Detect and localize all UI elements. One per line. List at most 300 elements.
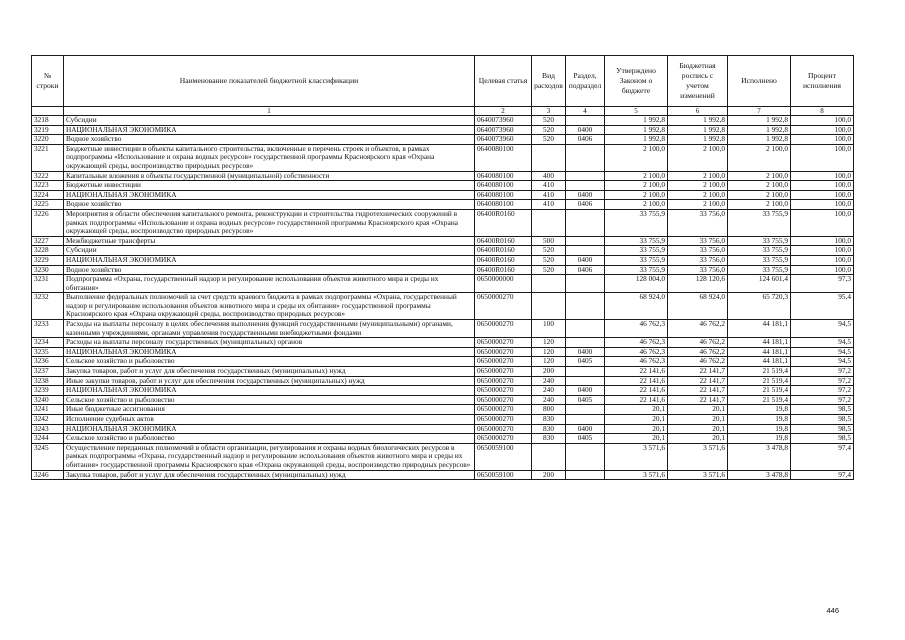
target-item-code: 0650000270 (475, 424, 532, 434)
execution-percent: 100,0 (791, 135, 854, 145)
row-number: 3244 (32, 434, 64, 444)
execution-percent: 100,0 (791, 190, 854, 200)
approved-amount: 33 755,9 (605, 265, 668, 275)
row-number: 3227 (32, 236, 64, 246)
expense-type: 410 (532, 181, 566, 191)
indicator-name: Закупка товаров, работ и услуг для обеспечения государственных (муниципальных) нужд (64, 470, 475, 480)
budget-list-amount: 33 756,0 (668, 236, 728, 246)
table-header-row (32, 56, 854, 107)
target-item-code: 0650000270 (475, 434, 532, 444)
expense-type: 200 (532, 470, 566, 480)
row-number: 3243 (32, 424, 64, 434)
approved-amount: 2 100,0 (605, 144, 668, 171)
column-number: 1 (64, 107, 475, 116)
target-item-code: 0650000270 (475, 415, 532, 425)
table-row (32, 357, 854, 367)
executed-amount: 21 519,4 (728, 395, 791, 405)
execution-percent: 97,2 (791, 367, 854, 377)
section-code: 0400 (566, 424, 605, 434)
target-item-code: 0640080100 (475, 171, 532, 181)
target-item-code: 0650059100 (475, 470, 532, 480)
row-number: 3219 (32, 125, 64, 135)
header-section: Раздел, подраздел (566, 56, 605, 107)
section-code (566, 320, 605, 338)
executed-amount: 44 181,1 (728, 338, 791, 348)
table-row (32, 434, 854, 444)
execution-percent: 100,0 (791, 200, 854, 210)
execution-percent: 100,0 (791, 125, 854, 135)
executed-amount: 2 100,0 (728, 190, 791, 200)
target-item-code: 06400R0160 (475, 255, 532, 265)
target-item-code: 06400R0160 (475, 236, 532, 246)
executed-amount: 1 992,8 (728, 135, 791, 145)
section-code: 0400 (566, 125, 605, 135)
table-row (32, 415, 854, 425)
row-number: 3222 (32, 171, 64, 181)
expense-type (532, 275, 566, 293)
column-number: 4 (566, 107, 605, 116)
executed-amount: 19,8 (728, 424, 791, 434)
section-code (566, 338, 605, 348)
table-body (32, 116, 854, 480)
execution-percent: 100,0 (791, 236, 854, 246)
execution-percent: 97,2 (791, 376, 854, 386)
budget-list-amount: 46 762,2 (668, 320, 728, 338)
executed-amount: 1 992,8 (728, 125, 791, 135)
section-code (566, 209, 605, 236)
executed-amount: 33 755,9 (728, 246, 791, 256)
execution-percent: 94,5 (791, 338, 854, 348)
table-row (32, 293, 854, 320)
executed-amount: 65 720,3 (728, 293, 791, 320)
indicator-name: НАЦИОНАЛЬНАЯ ЭКОНОМИКА (64, 386, 475, 396)
section-code: 0406 (566, 200, 605, 210)
budget-list-amount: 2 100,0 (668, 200, 728, 210)
expense-type: 100 (532, 320, 566, 338)
target-item-code: 0640073960 (475, 125, 532, 135)
row-number: 3233 (32, 320, 64, 338)
budget-list-amount: 1 992,8 (668, 135, 728, 145)
approved-amount: 2 100,0 (605, 190, 668, 200)
header-budget-list: Бюджетная роспись с учетом изменений (668, 56, 728, 107)
table-row (32, 338, 854, 348)
indicator-name: Бюджетные инвестиции в объекты капитального строительства, включенные в перечень строек и объектов, в рамках подпрограммы «Использование и охрана водных ресурсов» государственной программы Красноярского края «Охрана окружающей среды, воспроизводство природных ресурсов» (64, 144, 475, 171)
budget-list-amount: 2 100,0 (668, 144, 728, 171)
target-item-code: 0650000270 (475, 357, 532, 367)
budget-list-amount: 22 141,7 (668, 367, 728, 377)
expense-type (532, 293, 566, 320)
approved-amount: 2 100,0 (605, 200, 668, 210)
indicator-name: Бюджетные инвестиции (64, 181, 475, 191)
header-expense-type: Вид расходов (532, 56, 566, 107)
budget-list-amount: 20,1 (668, 434, 728, 444)
row-number: 3238 (32, 376, 64, 386)
section-code: 0406 (566, 265, 605, 275)
approved-amount: 22 141,6 (605, 395, 668, 405)
expense-type: 520 (532, 265, 566, 275)
executed-amount: 21 519,4 (728, 367, 791, 377)
table-row (32, 367, 854, 377)
executed-amount: 44 181,1 (728, 347, 791, 357)
budget-list-amount: 22 141,7 (668, 376, 728, 386)
target-item-code: 0650059100 (475, 443, 532, 470)
indicator-name: Осуществление переданных полномочий в области организации, регулирования и охраны водных биологических ресурсов в рамках подпрограммы «Охрана, государственный надзор и регулирование использования объектов животного мира и среды их обитания» государственной программы Красноярского края «Охрана окружающей среды, воспроизводство природных ресурсов» (64, 443, 475, 470)
table-row (32, 320, 854, 338)
execution-percent: 97,2 (791, 386, 854, 396)
budget-list-amount: 33 756,0 (668, 209, 728, 236)
expense-type: 520 (532, 246, 566, 256)
target-item-code: 0650000270 (475, 338, 532, 348)
budget-list-amount: 22 141,7 (668, 395, 728, 405)
approved-amount: 1 992,8 (605, 116, 668, 126)
budget-list-amount: 2 100,0 (668, 181, 728, 191)
section-code (566, 470, 605, 480)
expense-type: 500 (532, 236, 566, 246)
approved-amount: 22 141,6 (605, 376, 668, 386)
target-item-code: 0640080100 (475, 190, 532, 200)
section-code (566, 246, 605, 256)
execution-percent: 100,0 (791, 265, 854, 275)
approved-amount: 33 755,9 (605, 209, 668, 236)
section-code: 0400 (566, 347, 605, 357)
row-number: 3235 (32, 347, 64, 357)
execution-percent: 100,0 (791, 255, 854, 265)
indicator-name: Межбюджетные трансферты (64, 236, 475, 246)
header-percent: Процент исполнения (791, 56, 854, 107)
budget-list-amount: 33 756,0 (668, 246, 728, 256)
section-code: 0405 (566, 434, 605, 444)
budget-list-amount: 46 762,2 (668, 347, 728, 357)
approved-amount: 68 924,0 (605, 293, 668, 320)
approved-amount: 1 992,8 (605, 125, 668, 135)
approved-amount: 46 762,3 (605, 347, 668, 357)
execution-percent: 97,4 (791, 470, 854, 480)
header-executed: Исполнено (728, 56, 791, 107)
execution-percent: 94,5 (791, 347, 854, 357)
table-row (32, 255, 854, 265)
expense-type: 520 (532, 116, 566, 126)
approved-amount: 33 755,9 (605, 246, 668, 256)
page-number: 446 (826, 606, 839, 615)
budget-list-amount: 20,1 (668, 424, 728, 434)
section-code: 0400 (566, 190, 605, 200)
approved-amount: 2 100,0 (605, 181, 668, 191)
executed-amount: 1 992,8 (728, 116, 791, 126)
execution-percent: 100,0 (791, 116, 854, 126)
approved-amount: 20,1 (605, 424, 668, 434)
execution-percent: 98,5 (791, 434, 854, 444)
target-item-code: 06400R0160 (475, 246, 532, 256)
target-item-code: 0650000270 (475, 293, 532, 320)
execution-percent: 98,5 (791, 415, 854, 425)
indicator-name: Мероприятия в области обеспечения капитального ремонта, реконструкции и строительства гидротехнических сооружений в рамках подпрограммы «Использование и охрана водных ресурсов» государственной программы Красноярского края «Охрана окружающей среды, воспроизводство природных ресурсов» (64, 209, 475, 236)
section-code: 0405 (566, 395, 605, 405)
execution-percent: 97,2 (791, 395, 854, 405)
expense-type: 240 (532, 395, 566, 405)
execution-percent: 100,0 (791, 171, 854, 181)
column-number: 6 (668, 107, 728, 116)
indicator-name: Водное хозяйство (64, 265, 475, 275)
row-number: 3218 (32, 116, 64, 126)
indicator-name: Подпрограмма «Охрана, государственный надзор и регулирование использования объектов животного мира и среды их обитания» (64, 275, 475, 293)
row-number: 3224 (32, 190, 64, 200)
budget-list-amount: 3 571,6 (668, 470, 728, 480)
target-item-code: 0640073960 (475, 135, 532, 145)
target-item-code: 0650000270 (475, 347, 532, 357)
row-number: 3232 (32, 293, 64, 320)
row-number: 3240 (32, 395, 64, 405)
target-item-code: 0650000000 (475, 275, 532, 293)
section-code (566, 405, 605, 415)
expense-type: 830 (532, 434, 566, 444)
header-target-item: Целевая статья (475, 56, 532, 107)
indicator-name: Иные бюджетные ассигнования (64, 405, 475, 415)
section-code (566, 144, 605, 171)
expense-type: 830 (532, 424, 566, 434)
row-number: 3234 (32, 338, 64, 348)
approved-amount: 46 762,3 (605, 320, 668, 338)
header-row-number: № строки (32, 56, 64, 107)
indicator-name: Субсидии (64, 246, 475, 256)
target-item-code: 06400R0160 (475, 265, 532, 275)
executed-amount: 44 181,1 (728, 357, 791, 367)
budget-list-amount: 33 756,0 (668, 265, 728, 275)
executed-amount: 2 100,0 (728, 144, 791, 171)
executed-amount: 3 478,8 (728, 443, 791, 470)
row-number: 3228 (32, 246, 64, 256)
execution-percent: 100,0 (791, 181, 854, 191)
row-number: 3246 (32, 470, 64, 480)
expense-type: 200 (532, 367, 566, 377)
column-number (32, 107, 64, 116)
approved-amount: 20,1 (605, 434, 668, 444)
budget-list-amount: 3 571,6 (668, 443, 728, 470)
row-number: 3229 (32, 255, 64, 265)
expense-type (532, 443, 566, 470)
indicator-name: Сельское хозяйство и рыболовство (64, 357, 475, 367)
approved-amount: 2 100,0 (605, 171, 668, 181)
target-item-code: 0650000270 (475, 405, 532, 415)
row-number: 3230 (32, 265, 64, 275)
row-number: 3239 (32, 386, 64, 396)
approved-amount: 22 141,6 (605, 367, 668, 377)
table-row (32, 200, 854, 210)
section-code (566, 443, 605, 470)
execution-percent: 97,3 (791, 275, 854, 293)
section-code (566, 293, 605, 320)
target-item-code: 0650000270 (475, 386, 532, 396)
section-code (566, 415, 605, 425)
table-row (32, 144, 854, 171)
table-row (32, 443, 854, 470)
expense-type: 120 (532, 357, 566, 367)
row-number: 3223 (32, 181, 64, 191)
indicator-name: Иные закупки товаров, работ и услуг для обеспечения государственных (муниципальных) нужд (64, 376, 475, 386)
section-code (566, 116, 605, 126)
budget-list-amount: 46 762,2 (668, 338, 728, 348)
approved-amount: 128 004,0 (605, 275, 668, 293)
execution-percent: 100,0 (791, 246, 854, 256)
table-row (32, 116, 854, 126)
indicator-name: НАЦИОНАЛЬНАЯ ЭКОНОМИКА (64, 125, 475, 135)
approved-amount: 3 571,6 (605, 470, 668, 480)
section-code: 0400 (566, 386, 605, 396)
row-number: 3236 (32, 357, 64, 367)
indicator-name: Расходы на выплаты персоналу в целях обеспечения выполнения функций государственными (муниципальными) органами, казенными учреждениями, органами управления государственными внебюджетными фондами (64, 320, 475, 338)
section-code: 0400 (566, 255, 605, 265)
table-row (32, 386, 854, 396)
indicator-name: Субсидии (64, 116, 475, 126)
budget-list-amount: 46 762,2 (668, 357, 728, 367)
target-item-code: 0640080100 (475, 200, 532, 210)
section-code (566, 367, 605, 377)
execution-percent: 98,5 (791, 424, 854, 434)
table-row (32, 236, 854, 246)
executed-amount: 33 755,9 (728, 209, 791, 236)
expense-type: 830 (532, 415, 566, 425)
section-code: 0405 (566, 357, 605, 367)
target-item-code: 0640073960 (475, 116, 532, 126)
executed-amount: 2 100,0 (728, 171, 791, 181)
execution-percent: 97,4 (791, 443, 854, 470)
expense-type: 240 (532, 376, 566, 386)
row-number: 3237 (32, 367, 64, 377)
executed-amount: 33 755,9 (728, 255, 791, 265)
executed-amount: 19,8 (728, 405, 791, 415)
expense-type (532, 144, 566, 171)
indicator-name: НАЦИОНАЛЬНАЯ ЭКОНОМИКА (64, 347, 475, 357)
expense-type: 410 (532, 190, 566, 200)
budget-list-amount: 2 100,0 (668, 171, 728, 181)
table-row (32, 135, 854, 145)
target-item-code: 0650000270 (475, 395, 532, 405)
expense-type: 400 (532, 171, 566, 181)
budget-list-amount: 22 141,7 (668, 386, 728, 396)
table-row (32, 125, 854, 135)
row-number: 3231 (32, 275, 64, 293)
executed-amount: 3 478,8 (728, 470, 791, 480)
executed-amount: 44 181,1 (728, 320, 791, 338)
column-number: 2 (475, 107, 532, 116)
approved-amount: 33 755,9 (605, 236, 668, 246)
row-number: 3241 (32, 405, 64, 415)
expense-type (532, 209, 566, 236)
executed-amount: 19,8 (728, 415, 791, 425)
section-code (566, 376, 605, 386)
indicator-name: Расходы на выплаты персоналу государственных (муниципальных) органов (64, 338, 475, 348)
table-row (32, 246, 854, 256)
target-item-code: 0640080100 (475, 144, 532, 171)
target-item-code: 06400R0160 (475, 209, 532, 236)
budget-list-amount: 1 992,8 (668, 116, 728, 126)
expense-type: 120 (532, 338, 566, 348)
approved-amount: 1 992,8 (605, 135, 668, 145)
expense-type: 240 (532, 386, 566, 396)
budget-list-amount: 68 924,0 (668, 293, 728, 320)
table-row (32, 209, 854, 236)
table-row (32, 470, 854, 480)
execution-percent: 100,0 (791, 144, 854, 171)
table-row (32, 424, 854, 434)
approved-amount: 33 755,9 (605, 255, 668, 265)
column-number-row (32, 107, 854, 116)
section-code (566, 171, 605, 181)
table-row (32, 265, 854, 275)
table-row (32, 405, 854, 415)
indicator-name: Исполнение судебных актов (64, 415, 475, 425)
expense-type: 520 (532, 255, 566, 265)
approved-amount: 20,1 (605, 415, 668, 425)
budget-table (31, 55, 854, 480)
executed-amount: 21 519,4 (728, 376, 791, 386)
executed-amount: 33 755,9 (728, 265, 791, 275)
indicator-name: НАЦИОНАЛЬНАЯ ЭКОНОМИКА (64, 424, 475, 434)
budget-list-amount: 20,1 (668, 405, 728, 415)
row-number: 3225 (32, 200, 64, 210)
column-number: 5 (605, 107, 668, 116)
table-row (32, 376, 854, 386)
table-row (32, 181, 854, 191)
column-number: 8 (791, 107, 854, 116)
table-row (32, 190, 854, 200)
expense-type: 520 (532, 135, 566, 145)
table-row (32, 275, 854, 293)
expense-type: 800 (532, 405, 566, 415)
section-code: 0406 (566, 135, 605, 145)
execution-percent: 95,4 (791, 293, 854, 320)
row-number: 3220 (32, 135, 64, 145)
target-item-code: 0650000270 (475, 367, 532, 377)
execution-percent: 94,5 (791, 357, 854, 367)
approved-amount: 3 571,6 (605, 443, 668, 470)
row-number: 3226 (32, 209, 64, 236)
section-code (566, 236, 605, 246)
indicator-name: Капитальные вложения в объекты государственной (муниципальной) собственности (64, 171, 475, 181)
row-number: 3242 (32, 415, 64, 425)
table-row (32, 395, 854, 405)
execution-percent: 98,5 (791, 405, 854, 415)
section-code (566, 181, 605, 191)
execution-percent: 100,0 (791, 209, 854, 236)
expense-type: 520 (532, 125, 566, 135)
indicator-name: Выполнение федеральных полномочий за счет средств краевого бюджета в рамках подпрограммы «Охрана, государственный надзор и регулирование использования объектов животного мира и среды их обитания» государственной программы Красноярского края «Охрана окружающей среды, воспроизводство природных ресурсов» (64, 293, 475, 320)
execution-percent: 94,5 (791, 320, 854, 338)
budget-list-amount: 1 992,8 (668, 125, 728, 135)
executed-amount: 124 601,4 (728, 275, 791, 293)
column-number: 7 (728, 107, 791, 116)
indicator-name: Сельское хозяйство и рыболовство (64, 434, 475, 444)
header-approved: Утверждено Законом о бюджете (605, 56, 668, 107)
executed-amount: 2 100,0 (728, 181, 791, 191)
approved-amount: 22 141,6 (605, 386, 668, 396)
target-item-code: 0650000270 (475, 320, 532, 338)
row-number: 3221 (32, 144, 64, 171)
expense-type: 120 (532, 347, 566, 357)
target-item-code: 0650000270 (475, 376, 532, 386)
table-row (32, 171, 854, 181)
budget-list-amount: 33 756,0 (668, 255, 728, 265)
indicator-name: Водное хозяйство (64, 135, 475, 145)
approved-amount: 46 762,3 (605, 357, 668, 367)
approved-amount: 20,1 (605, 405, 668, 415)
target-item-code: 0640080100 (475, 181, 532, 191)
column-number: 3 (532, 107, 566, 116)
executed-amount: 19,8 (728, 434, 791, 444)
approved-amount: 46 762,3 (605, 338, 668, 348)
expense-type: 410 (532, 200, 566, 210)
executed-amount: 21 519,4 (728, 386, 791, 396)
budget-list-amount: 2 100,0 (668, 190, 728, 200)
